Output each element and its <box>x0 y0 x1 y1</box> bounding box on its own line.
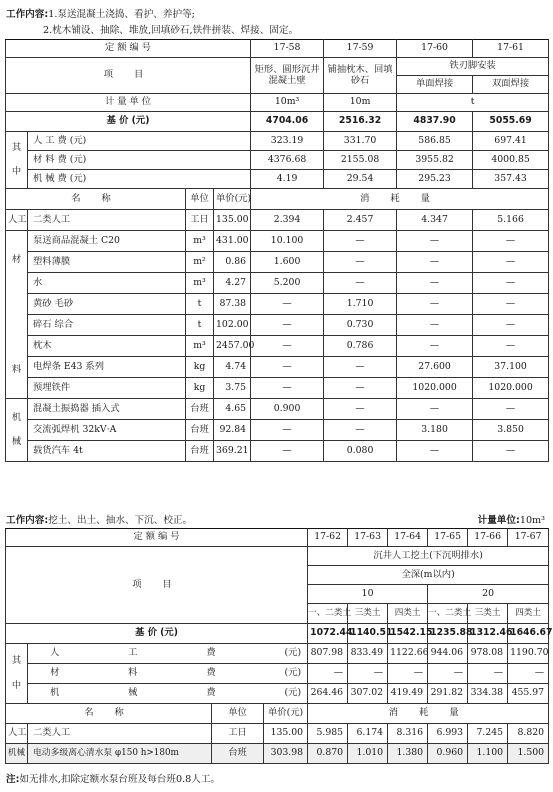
cost-value: — <box>388 664 428 684</box>
cost-body <box>6 644 549 704</box>
consumption: — <box>251 294 324 315</box>
base-price: 1312.46 <box>468 624 508 644</box>
machines-body <box>6 399 549 462</box>
code: 17-62 <box>308 529 348 547</box>
measure-unit-value: 10m³ <box>519 515 545 526</box>
cost-value: — <box>508 664 549 684</box>
soil-class: 三类土 <box>468 604 508 624</box>
resource-name: 碎石 综合 <box>28 315 186 336</box>
cost-label-part: 费 <box>206 687 216 699</box>
cost-value: 2155.08 <box>324 151 397 170</box>
group-label: 沉井人工挖土(下沉明排水) <box>308 547 549 566</box>
consumption: — <box>324 357 397 378</box>
cost-label-part: 械 <box>128 687 138 699</box>
depth-value: 20 <box>428 585 549 604</box>
blade-install-label: 铁刃脚安装 <box>397 58 549 76</box>
quota-table-1 <box>5 39 549 462</box>
quota-table-2 <box>5 528 553 764</box>
resource-unit: 台班 <box>212 744 264 764</box>
resource-price: 431.00 <box>214 231 251 252</box>
resource-unit: m² <box>186 252 214 273</box>
consumption: — <box>397 294 473 315</box>
footnote <box>6 771 220 785</box>
consumption: — <box>473 315 549 336</box>
cost-label-part: 机 <box>50 687 60 699</box>
base-price-label: 基 价 (元) <box>6 112 251 132</box>
resource-name: 混凝土振捣器 插入式 <box>28 399 186 420</box>
consumption: 6.174 <box>348 724 388 744</box>
cost-label-part: 人 <box>50 647 60 659</box>
cost-value: 295.23 <box>397 170 473 189</box>
cost-value: 357.43 <box>473 170 549 189</box>
resource-price: 303.98 <box>264 744 308 764</box>
work-text: 挖土、出土、抽水、下沉、校正。 <box>48 515 193 526</box>
resource-name: 水 <box>28 273 186 294</box>
cost-label-part: (元) <box>284 687 302 699</box>
price-header: 单价(元) <box>264 704 308 724</box>
cost-value: 4.19 <box>251 170 324 189</box>
cost-value: 1190.70 <box>508 644 549 664</box>
consumption: — <box>251 357 324 378</box>
consumption: — <box>324 231 397 252</box>
consumption: 3.180 <box>397 420 473 441</box>
cost-label-part: 材 <box>50 667 60 679</box>
resource-price: 369.21 <box>214 441 251 462</box>
base-price: 1140.51 <box>348 624 388 644</box>
resource-unit: 台班 <box>186 399 214 420</box>
category-machine: 机械 <box>6 744 28 764</box>
quota-no-label: 定 额 编 号 <box>6 529 308 547</box>
resource-price: 135.00 <box>214 210 251 231</box>
of-which-label: 其 中 <box>6 132 28 189</box>
note-text: 如无排水,扣除定额水泵台班及每台班0.8人工。 <box>19 774 221 785</box>
cost-value: — <box>428 664 468 684</box>
consumption: — <box>397 315 473 336</box>
measure-unit-2 <box>478 512 545 526</box>
cost-value: 29.54 <box>324 170 397 189</box>
consumption: 8.316 <box>388 724 428 744</box>
code: 17-64 <box>388 529 428 547</box>
resource-name: 载货汽车 4t <box>28 441 186 462</box>
resource-name: 二类人工 <box>28 724 212 744</box>
base-price: 1542.15 <box>388 624 428 644</box>
base-price: 5055.69 <box>473 112 549 132</box>
resource-name: 电焊条 E43 系列 <box>28 357 186 378</box>
measure-unit: t <box>397 94 549 112</box>
resource-price: 87.38 <box>214 294 251 315</box>
consumption: 4.347 <box>397 210 473 231</box>
consumption: 0.730 <box>324 315 397 336</box>
cost-value: 978.08 <box>468 644 508 664</box>
consumption: — <box>473 399 549 420</box>
of-which-label: 其 中 <box>6 644 28 704</box>
consumption: — <box>397 273 473 294</box>
resource-price: 4.74 <box>214 357 251 378</box>
consumption: — <box>251 315 324 336</box>
resource-unit: 台班 <box>186 441 214 462</box>
base-price: 1646.67 <box>508 624 549 644</box>
cost-label-part: 费 <box>206 647 216 659</box>
work-content-1-line2 <box>43 22 298 36</box>
cost-value: 4376.68 <box>251 151 324 170</box>
category-labor: 人工 <box>6 724 28 744</box>
weld-type: 双面焊接 <box>473 76 549 94</box>
materials-body <box>6 231 549 399</box>
consumption: — <box>473 441 549 462</box>
consumption: 1.100 <box>468 744 508 764</box>
cost-label: 材 料 费 (元) <box>28 151 251 170</box>
resource-unit: 工日 <box>212 724 264 744</box>
soil-class: 四类土 <box>508 604 549 624</box>
cost-label-part: 费 <box>206 667 216 679</box>
cost-value: — <box>308 664 348 684</box>
consumption: 0.900 <box>251 399 324 420</box>
resource-unit: 工日 <box>186 210 214 231</box>
consumption: — <box>473 294 549 315</box>
consumption: — <box>397 441 473 462</box>
resource-name: 预埋铁件 <box>28 378 186 399</box>
code: 17-58 <box>251 40 324 58</box>
cost-value: 455.97 <box>508 684 549 704</box>
resource-unit: kg <box>186 357 214 378</box>
unit-header: 单位 <box>186 189 214 210</box>
soil-class: 三类土 <box>348 604 388 624</box>
measure-unit-label: 计 量 单 位 <box>6 94 251 112</box>
cost-value: 807.98 <box>308 644 348 664</box>
cost-label-part: (元) <box>284 667 302 679</box>
consumption: 1.710 <box>324 294 397 315</box>
consumption: 1.380 <box>388 744 428 764</box>
resource-unit: m³ <box>186 273 214 294</box>
base-price: 4837.90 <box>397 112 473 132</box>
resource-name: 泵送商品混凝土 C20 <box>28 231 186 252</box>
consumption: 1020.000 <box>473 378 549 399</box>
measure-unit-label: 计量单位: <box>477 515 520 526</box>
consumption: — <box>251 336 324 357</box>
cost-value: 833.49 <box>348 644 388 664</box>
resource-name: 电动多级离心清水泵 φ150 h>180m <box>28 744 212 764</box>
cost-value: — <box>468 664 508 684</box>
consumption: — <box>473 273 549 294</box>
cost-value: 323.19 <box>251 132 324 151</box>
consumption: — <box>397 399 473 420</box>
consumption: — <box>251 378 324 399</box>
cost-value: 334.38 <box>468 684 508 704</box>
consumption: 1.600 <box>251 252 324 273</box>
resource-unit: kg <box>186 378 214 399</box>
cost-value: 3955.82 <box>397 151 473 170</box>
measure-unit: 10m <box>324 94 397 112</box>
price-header: 单价(元) <box>214 189 251 210</box>
cost-label: 机 械 费 (元) <box>28 170 251 189</box>
item-label: 项 目 <box>6 58 251 94</box>
consumption: — <box>251 420 324 441</box>
cost-value: 4000.85 <box>473 151 549 170</box>
consumption: — <box>473 231 549 252</box>
resource-price: 4.65 <box>214 399 251 420</box>
consumption: 2.457 <box>324 210 397 231</box>
note-label: 注: <box>6 774 20 785</box>
consumption: 1.500 <box>508 744 549 764</box>
consumption: 2.394 <box>251 210 324 231</box>
consumption: 5.200 <box>251 273 324 294</box>
cost-label <box>28 644 308 664</box>
work-content-label: 工作内容: <box>6 515 49 526</box>
resource-price: 92.84 <box>214 420 251 441</box>
cost-value: 307.02 <box>348 684 388 704</box>
resource-name: 二类人工 <box>28 210 186 231</box>
resource-price: 3.75 <box>214 378 251 399</box>
code: 17-66 <box>468 529 508 547</box>
resource-price: 0.86 <box>214 252 251 273</box>
cost-value: 419.49 <box>388 684 428 704</box>
cost-value: 331.70 <box>324 132 397 151</box>
item-label: 项 目 <box>6 547 308 624</box>
cost-label <box>28 664 308 684</box>
work-content-label: 工作内容: <box>6 9 49 20</box>
consumption: — <box>324 252 397 273</box>
consumption: — <box>397 231 473 252</box>
resource-unit: t <box>186 315 214 336</box>
consumption: — <box>324 420 397 441</box>
consumption: 1.010 <box>348 744 388 764</box>
consumption: 10.100 <box>251 231 324 252</box>
resource-unit: m³ <box>186 336 214 357</box>
base-price-label: 基 价 (元) <box>6 624 308 644</box>
cost-value: 291.82 <box>428 684 468 704</box>
cost-label: 人 工 费 (元) <box>28 132 251 151</box>
base-price: 4704.06 <box>251 112 324 132</box>
category-labor: 人工 <box>6 210 28 231</box>
item-name: 矩形、圆形沉井混凝土壁 <box>251 58 324 94</box>
consumption: — <box>473 252 549 273</box>
weld-type: 单面焊接 <box>397 76 473 94</box>
code: 17-63 <box>348 529 388 547</box>
consumption: 1020.000 <box>397 378 473 399</box>
resource-name: 塑料薄膜 <box>28 252 186 273</box>
work-content-1 <box>6 6 195 20</box>
work-content-2 <box>6 512 192 526</box>
resource-unit: m³ <box>186 231 214 252</box>
cost-value: 586.85 <box>397 132 473 151</box>
consumption-header: 消 耗 量 <box>308 704 549 724</box>
cost-value: 944.06 <box>428 644 468 664</box>
resource-price: 4.27 <box>214 273 251 294</box>
code: 17-61 <box>473 40 549 58</box>
item-name: 铺抽枕木、回填砂石 <box>324 58 397 94</box>
consumption: 5.985 <box>308 724 348 744</box>
resource-price: 102.00 <box>214 315 251 336</box>
depth-value: 10 <box>308 585 428 604</box>
cost-value: 264.46 <box>308 684 348 704</box>
work-line-1: 1.泵送混凝土浇捣、看护、养护等; <box>48 9 195 20</box>
consumption: 0.960 <box>428 744 468 764</box>
consumption-header: 消 耗 量 <box>251 189 549 210</box>
code: 17-67 <box>508 529 549 547</box>
resource-price: 135.00 <box>264 724 308 744</box>
resource-unit: 台班 <box>186 420 214 441</box>
resource-name: 黄砂 毛砂 <box>28 294 186 315</box>
consumption: 5.166 <box>473 210 549 231</box>
unit-header: 单位 <box>212 704 264 724</box>
resource-price: 2457.00 <box>214 336 251 357</box>
consumption: 27.600 <box>397 357 473 378</box>
consumption: 37.100 <box>473 357 549 378</box>
consumption: 0.786 <box>324 336 397 357</box>
cost-label-part: (元) <box>284 647 302 659</box>
name-header: 名 称 <box>6 704 212 724</box>
cost-label-part: 工 <box>128 647 138 659</box>
resource-name: 交流弧焊机 32kV·A <box>28 420 186 441</box>
consumption: — <box>397 336 473 357</box>
consumption: 7.245 <box>468 724 508 744</box>
quota-no-label: 定 额 编 号 <box>6 40 251 58</box>
consumption: 8.820 <box>508 724 549 744</box>
soil-class: 一、二类土 <box>428 604 468 624</box>
consumption: 6.993 <box>428 724 468 744</box>
soil-class: 一、二类土 <box>308 604 348 624</box>
resource-unit: t <box>186 294 214 315</box>
work-line-2: 2.枕木铺设、抽除、堆放,回填砂石,铁件拼装、焊接、固定。 <box>43 25 299 36</box>
consumption: 0.870 <box>308 744 348 764</box>
cost-label-part: 料 <box>128 667 138 679</box>
consumption: — <box>473 336 549 357</box>
consumption: 0.080 <box>324 441 397 462</box>
cost-value: — <box>348 664 388 684</box>
consumption: — <box>324 399 397 420</box>
consumption: — <box>397 252 473 273</box>
soil-class: 四类土 <box>388 604 428 624</box>
cost-label <box>28 684 308 704</box>
consumption: — <box>324 273 397 294</box>
cost-value: 697.41 <box>473 132 549 151</box>
resource-name: 枕木 <box>28 336 186 357</box>
code: 17-59 <box>324 40 397 58</box>
consumption: — <box>324 378 397 399</box>
measure-unit: 10m³ <box>251 94 324 112</box>
code: 17-65 <box>428 529 468 547</box>
base-price: 1072.44 <box>308 624 348 644</box>
base-price: 2516.32 <box>324 112 397 132</box>
code: 17-60 <box>397 40 473 58</box>
depth-label: 全深(m以内) <box>308 566 549 585</box>
category-material: 材 料 <box>6 231 28 399</box>
consumption: 3.850 <box>473 420 549 441</box>
consumption: — <box>251 441 324 462</box>
cost-value: 1122.66 <box>388 644 428 664</box>
base-price: 1235.88 <box>428 624 468 644</box>
name-header: 名 称 <box>6 189 186 210</box>
category-machine: 机 械 <box>6 399 28 462</box>
